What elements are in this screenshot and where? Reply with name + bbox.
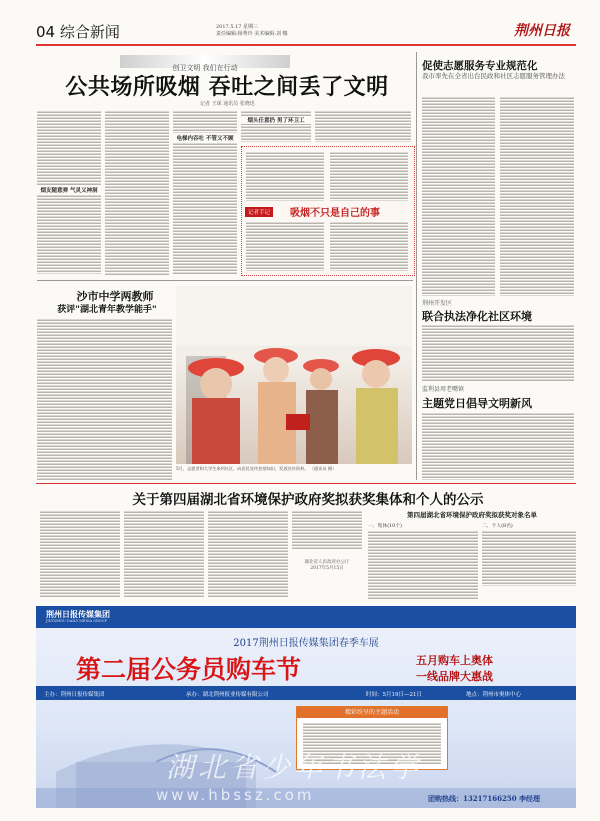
ad-brand: 荆州日报传媒集团 — [46, 609, 110, 619]
ad-event-line: 2017荆州日报传媒集团春季车展 — [233, 638, 379, 649]
ad-brand-en: JINGZHOU DAILY MEDIA GROUP — [46, 619, 107, 623]
editor-credit: 责任编辑:杨秀玲 美术编辑:刘 娜 — [216, 31, 288, 37]
ad-watermark: 湖北省少年书法学 — [166, 751, 423, 784]
ad-slogan-2: 一线品牌大惠战 — [416, 670, 493, 683]
volunteer-figure — [254, 348, 298, 464]
reporter-notes-text-1 — [246, 151, 324, 201]
teacher-title-2: 获评"湖北青年教学能手" — [57, 305, 157, 315]
notice-contact — [292, 510, 362, 550]
page-label: 04 综合新闻 — [36, 23, 120, 41]
newspaper-logo: 荆州日报 — [514, 23, 570, 39]
photo-credit: （通讯员 摄） — [309, 466, 337, 471]
ad-organizer: 主办：荆州日报传媒集团 — [44, 692, 105, 698]
right-mid-body — [422, 324, 574, 382]
lead-subhead-1: 烟友随意弹 气灵又神洞 — [40, 188, 98, 194]
notice-body-2 — [124, 510, 204, 598]
teacher-body — [37, 318, 172, 480]
awardee-group-individuals: 二、个人(8名) — [482, 524, 513, 529]
awardee-individuals-list — [482, 530, 576, 586]
right-top-subtitle: 我市率先在全省出台民政和社区志愿服务管理办法 — [422, 72, 565, 80]
volunteer-figure — [188, 358, 244, 464]
right-top-body-2 — [500, 96, 574, 296]
ad-watermark-url: www.hbssz.com — [156, 786, 315, 804]
awardee-table — [368, 510, 576, 602]
right-top-title: 促使志愿服务专业规范化 — [422, 60, 538, 72]
notice-signoff: 湖北省人民政府办公厅 2017年5月15日 — [304, 560, 350, 571]
reporter-notes-text-4 — [330, 221, 408, 271]
right-low-body — [422, 412, 574, 480]
teacher-title-1: 沙市中学两教师 — [76, 290, 154, 303]
ad-hotline: 团购热线：13217166250 李经理 — [428, 794, 541, 803]
reporter-notes-box — [241, 146, 415, 276]
ad-info-bar — [36, 686, 576, 700]
ad-venue: 地点：荆州市奥体中心 — [466, 692, 522, 698]
lead-column-3b — [173, 142, 237, 275]
lead-column-4 — [241, 110, 311, 142]
notice-body-3 — [208, 510, 288, 598]
lead-subhead-2: 电梯内吞吐 不管又不顾 — [176, 136, 234, 142]
ad-time: 时间：5月19日—21日 — [366, 692, 422, 698]
volunteer-figure — [352, 349, 400, 464]
photo-scene — [176, 286, 412, 464]
lead-column-2 — [105, 110, 169, 275]
right-low-section: 监利县周老嘴镇 — [422, 386, 465, 393]
car-show-ad — [36, 606, 576, 808]
lead-column-1b — [37, 194, 101, 274]
notice-title: 关于第四届湖北省环境保护政府奖拟获奖集体和个人的公示 — [132, 492, 484, 508]
reporter-notes-text-2 — [330, 151, 408, 201]
notice-body-1 — [40, 510, 120, 598]
masthead-rule — [36, 44, 576, 46]
reporter-notes-tag: 记者手记 — [245, 207, 273, 217]
ad-brand-bar — [36, 606, 576, 628]
lead-bottom-rule — [37, 280, 413, 281]
reporter-notes-text-3 — [246, 221, 324, 271]
masthead — [36, 18, 576, 44]
lead-byline: 记者 王琛 通讯员 张晓迅 — [200, 101, 255, 107]
ad-slogan-1: 五月购车上奥体 — [416, 654, 493, 667]
lead-title: 公共场所吸烟 吞吐之间丢了文明 — [65, 75, 389, 100]
lead-column-5 — [315, 110, 411, 142]
ad-co-organizer: 承办：湖北荆州报业传媒有限公司 — [186, 692, 269, 698]
issue-date: 2017.5.17 星期三 — [216, 24, 259, 30]
right-column-divider — [416, 52, 417, 480]
right-top-body-1 — [422, 96, 495, 296]
right-low-title: 主题党日倡导文明新风 — [422, 397, 532, 410]
right-mid-section: 荆州开发区 — [422, 300, 453, 307]
lead-column-3 — [173, 110, 237, 133]
right-mid-title: 联合执法净化社区环境 — [422, 310, 532, 323]
reporter-notes-title: 吸烟不只是自己的事 — [290, 208, 380, 219]
photo-caption — [176, 466, 412, 472]
awardee-table-title: 第四届湖北省环境保护政府奖拟获奖对象名单 — [407, 511, 537, 519]
lead-column-1 — [37, 110, 101, 185]
awardee-collectives-list — [368, 530, 478, 600]
volunteer-photo — [176, 286, 412, 464]
middle-rule — [36, 483, 576, 484]
photo-caption-text: 5月，志愿者和大学生来到社区，向居民宣传控烟知识，发放宣传资料。 — [176, 466, 309, 471]
awardee-group-collectives: 一、集体(10个) — [368, 524, 402, 529]
lead-kicker — [120, 55, 290, 72]
ad-title: 第二届公务员购车节 — [76, 655, 302, 684]
lead-subhead-3: 烟头任意扔 男了环卫工 — [241, 116, 311, 124]
ad-theme-title: 精彩纷呈的主题活动 — [297, 707, 447, 718]
volunteer-figure — [303, 359, 339, 464]
lead-kicker-text: 创卫文明 我们在行动 — [172, 64, 238, 72]
